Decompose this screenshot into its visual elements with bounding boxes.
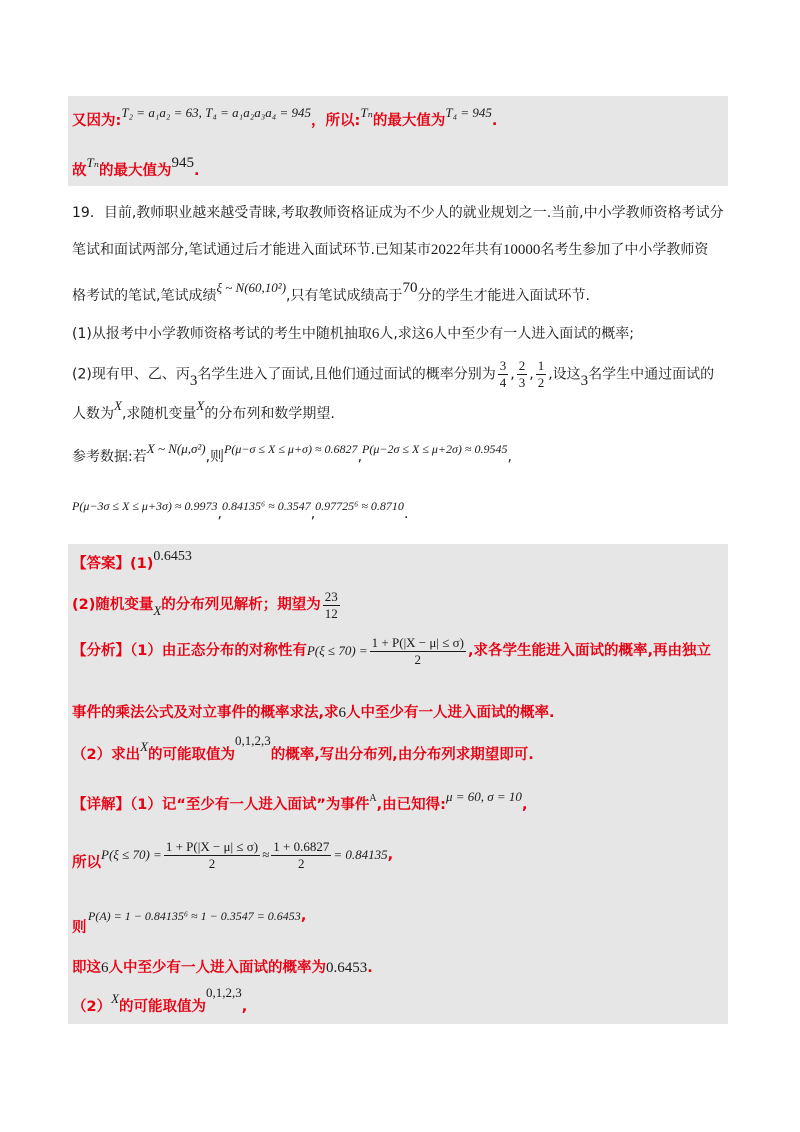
math: X (111, 991, 120, 1006)
text: . (403, 506, 409, 522)
text: ,由已知得: (376, 797, 446, 813)
fraction (370, 635, 466, 668)
text: . (491, 113, 498, 129)
math: 0,1,2,3 (206, 985, 242, 1000)
text: 名考生参加了中小学教师资 (540, 242, 709, 258)
text: 即这 (72, 960, 101, 976)
math: ξ ~ N(60,10²) (216, 280, 287, 295)
number: 6 (338, 705, 347, 721)
math: 0.6453 (153, 549, 192, 564)
reference-data-line-2 (72, 499, 409, 524)
number: 3 (580, 372, 589, 389)
math: ≈ (262, 847, 270, 862)
number: 6 (425, 326, 434, 342)
subquestion-2-cont (72, 398, 335, 424)
question-line-2 (72, 240, 708, 260)
text: , (310, 506, 316, 522)
text: 人数为 (72, 406, 114, 422)
math: X (153, 603, 162, 618)
text: 的分布列和数学期望. (204, 406, 335, 422)
fraction (498, 358, 509, 391)
math: 0,1,2,3 (235, 733, 271, 748)
analysis-line-2 (72, 702, 555, 723)
number: 70 (402, 280, 418, 296)
math: = 0.84135 (333, 847, 388, 862)
number: 10000 (502, 242, 541, 258)
text: . (367, 960, 373, 976)
text: , (521, 797, 528, 813)
fraction (323, 589, 340, 622)
text: 的概率,写出分布列,由分布列求期望即可. (270, 747, 534, 763)
fraction (536, 358, 547, 391)
numerator: 1 (537, 358, 545, 373)
text: 年共有 (460, 242, 503, 258)
text: ,则 (205, 449, 225, 465)
text: ,求各学生能进入面试的概率,再由独立 (467, 643, 711, 659)
text: ,只有笔试成绩高于 (286, 288, 403, 304)
denominator: 2 (537, 375, 545, 390)
text: ,求随机变量 (121, 406, 197, 422)
reference-data-line-1 (72, 441, 512, 467)
math: T₂ = a₁a₂ = 63, T₄ = a₁a₂a₃a₄ = 945 (121, 105, 312, 120)
denominator: 3 (518, 375, 526, 390)
text: 名学生中通过面试的 (588, 366, 715, 383)
text: , (241, 999, 248, 1015)
math: P(μ−σ ≤ X ≤ μ+σ) ≈ 0.6827 (224, 442, 358, 456)
number: 6 (101, 960, 109, 976)
text: 人中至少有一人进入面试的概率; (433, 326, 635, 342)
math: Tₙ (360, 105, 373, 120)
numerator: 23 (324, 588, 338, 604)
text: , (217, 506, 222, 522)
text: 事件的乘法公式及对立事件的概率求法,求 (72, 705, 339, 721)
number: 3 (189, 372, 198, 389)
text: ，所以: (311, 113, 361, 129)
text: , (507, 449, 512, 465)
math: P(A) = 1 − 0.84135⁶ ≈ 1 − 0.3547 = 0.6453 (88, 909, 301, 923)
fraction (164, 839, 260, 872)
answer-line-1 (72, 549, 192, 575)
text: 人中至少有一人进入面试的概率. (346, 705, 555, 721)
text: （2） (72, 999, 112, 1015)
math: A (369, 793, 377, 804)
text: 名学生进入了面试,且他们通过面试的概率分别为 (197, 366, 496, 383)
detail-line-4 (72, 957, 373, 978)
text: 又因为: (72, 113, 122, 129)
math: X ~ N(μ,σ²) (146, 441, 206, 456)
text: 的可能取值为 (119, 999, 207, 1015)
solution-line-2 (72, 155, 200, 181)
text: 【分析】（1）由正态分布的对称性有 (72, 643, 307, 659)
math: X (140, 739, 149, 754)
text: , (387, 847, 394, 863)
denominator: 12 (324, 605, 338, 621)
analysis-line-1 (72, 632, 711, 669)
denominator: 2 (298, 855, 305, 871)
text: (2)现有甲、乙、丙 (72, 366, 190, 383)
number: 6 (371, 326, 380, 342)
denominator: 4 (499, 375, 507, 390)
text: 的分布列见解析；期望为 (161, 597, 321, 613)
denominator: 2 (208, 855, 216, 871)
math: μ = 60, σ = 10 (445, 789, 522, 804)
text: 则 (72, 920, 87, 936)
text: 分的学生才能进入面试环节. (417, 288, 590, 304)
text: 的最大值为 (99, 163, 172, 179)
detail-line-2 (72, 834, 393, 875)
denominator: 2 (414, 651, 422, 667)
fraction (271, 839, 331, 872)
math: 0.84135⁶ ≈ 0.3547 (221, 499, 311, 513)
math: P(ξ ≤ 70) = (306, 643, 368, 658)
number: 2022 (430, 242, 461, 258)
text: 故 (72, 163, 87, 179)
text: . (194, 163, 200, 179)
analysis-line-3 (72, 733, 534, 765)
numerator: 1 + P(|X − μ| ≤ σ) (371, 634, 464, 650)
detail-line-3-math (88, 905, 306, 926)
numerator: 3 (499, 358, 507, 373)
math: 0.6453 (326, 960, 368, 976)
text: 人中至少有一人进入面试的概率为 (108, 960, 326, 976)
text: （2）求出 (72, 747, 141, 763)
text: , (300, 908, 307, 924)
text: 格考试的笔试,笔试成绩 (72, 288, 217, 304)
numerator: 1 + 0.6827 (273, 838, 330, 854)
numerator: 2 (518, 358, 526, 373)
math: X (196, 398, 205, 413)
text: 【答案】(1) (72, 556, 154, 572)
text: 的最大值为 (372, 113, 446, 129)
math: T₄ = 945 (445, 105, 492, 120)
detail-line-5 (72, 985, 248, 1017)
text: 的可能取值为 (148, 747, 236, 763)
fraction (517, 358, 528, 391)
text: ,设这 (548, 366, 581, 383)
text: 【详解】（1）记“至少有一人进入面试”为事件 (72, 797, 370, 813)
text: 所以 (72, 855, 101, 871)
text: (1)从报考中小学教师资格考试的考生中随机抽取 (72, 326, 372, 342)
text: , (357, 449, 363, 465)
text: (2)随机变量 (72, 597, 154, 613)
answer-line-2 (72, 586, 342, 623)
math: P(μ−2σ ≤ X ≤ μ+2σ) ≈ 0.9545 (362, 442, 508, 456)
question-line-1: 19．目前,教师职业越来越受青睐,考取教师资格证成为不少人的就业规划之一.当前,中小学教师资格考试分 (72, 205, 724, 221)
math: 945 (171, 155, 194, 171)
text: 参考数据:若 (72, 449, 147, 465)
text: 笔试和面试两部分,笔试通过后才能进入面试环节.已知某市 (72, 242, 431, 258)
solution-line-1 (72, 105, 498, 131)
math: P(μ−3σ ≤ X ≤ μ+3σ) ≈ 0.9973 (72, 499, 218, 513)
math: X (114, 398, 122, 413)
math: Tₙ (86, 155, 99, 170)
text: 人,求这 (379, 326, 426, 342)
math: P(ξ ≤ 70) = (101, 847, 162, 862)
numerator: 1 + P(|X − μ| ≤ σ) (165, 838, 259, 854)
detail-line-3-label (72, 917, 87, 938)
subquestion-2: (2)现有甲、乙、丙3名学生进入了面试,且他们通过面试的概率分别为 $\frac{3}{4}$ , $\frac{2}{3}$ , $\frac{1}{2}$ ,设这3名学生中通过面试的 (72, 358, 715, 390)
math: 0.97725⁶ ≈ 0.8710 (315, 499, 404, 513)
question-line-3 (72, 280, 590, 306)
detail-line-1 (72, 789, 528, 817)
subquestion-1 (72, 324, 634, 344)
